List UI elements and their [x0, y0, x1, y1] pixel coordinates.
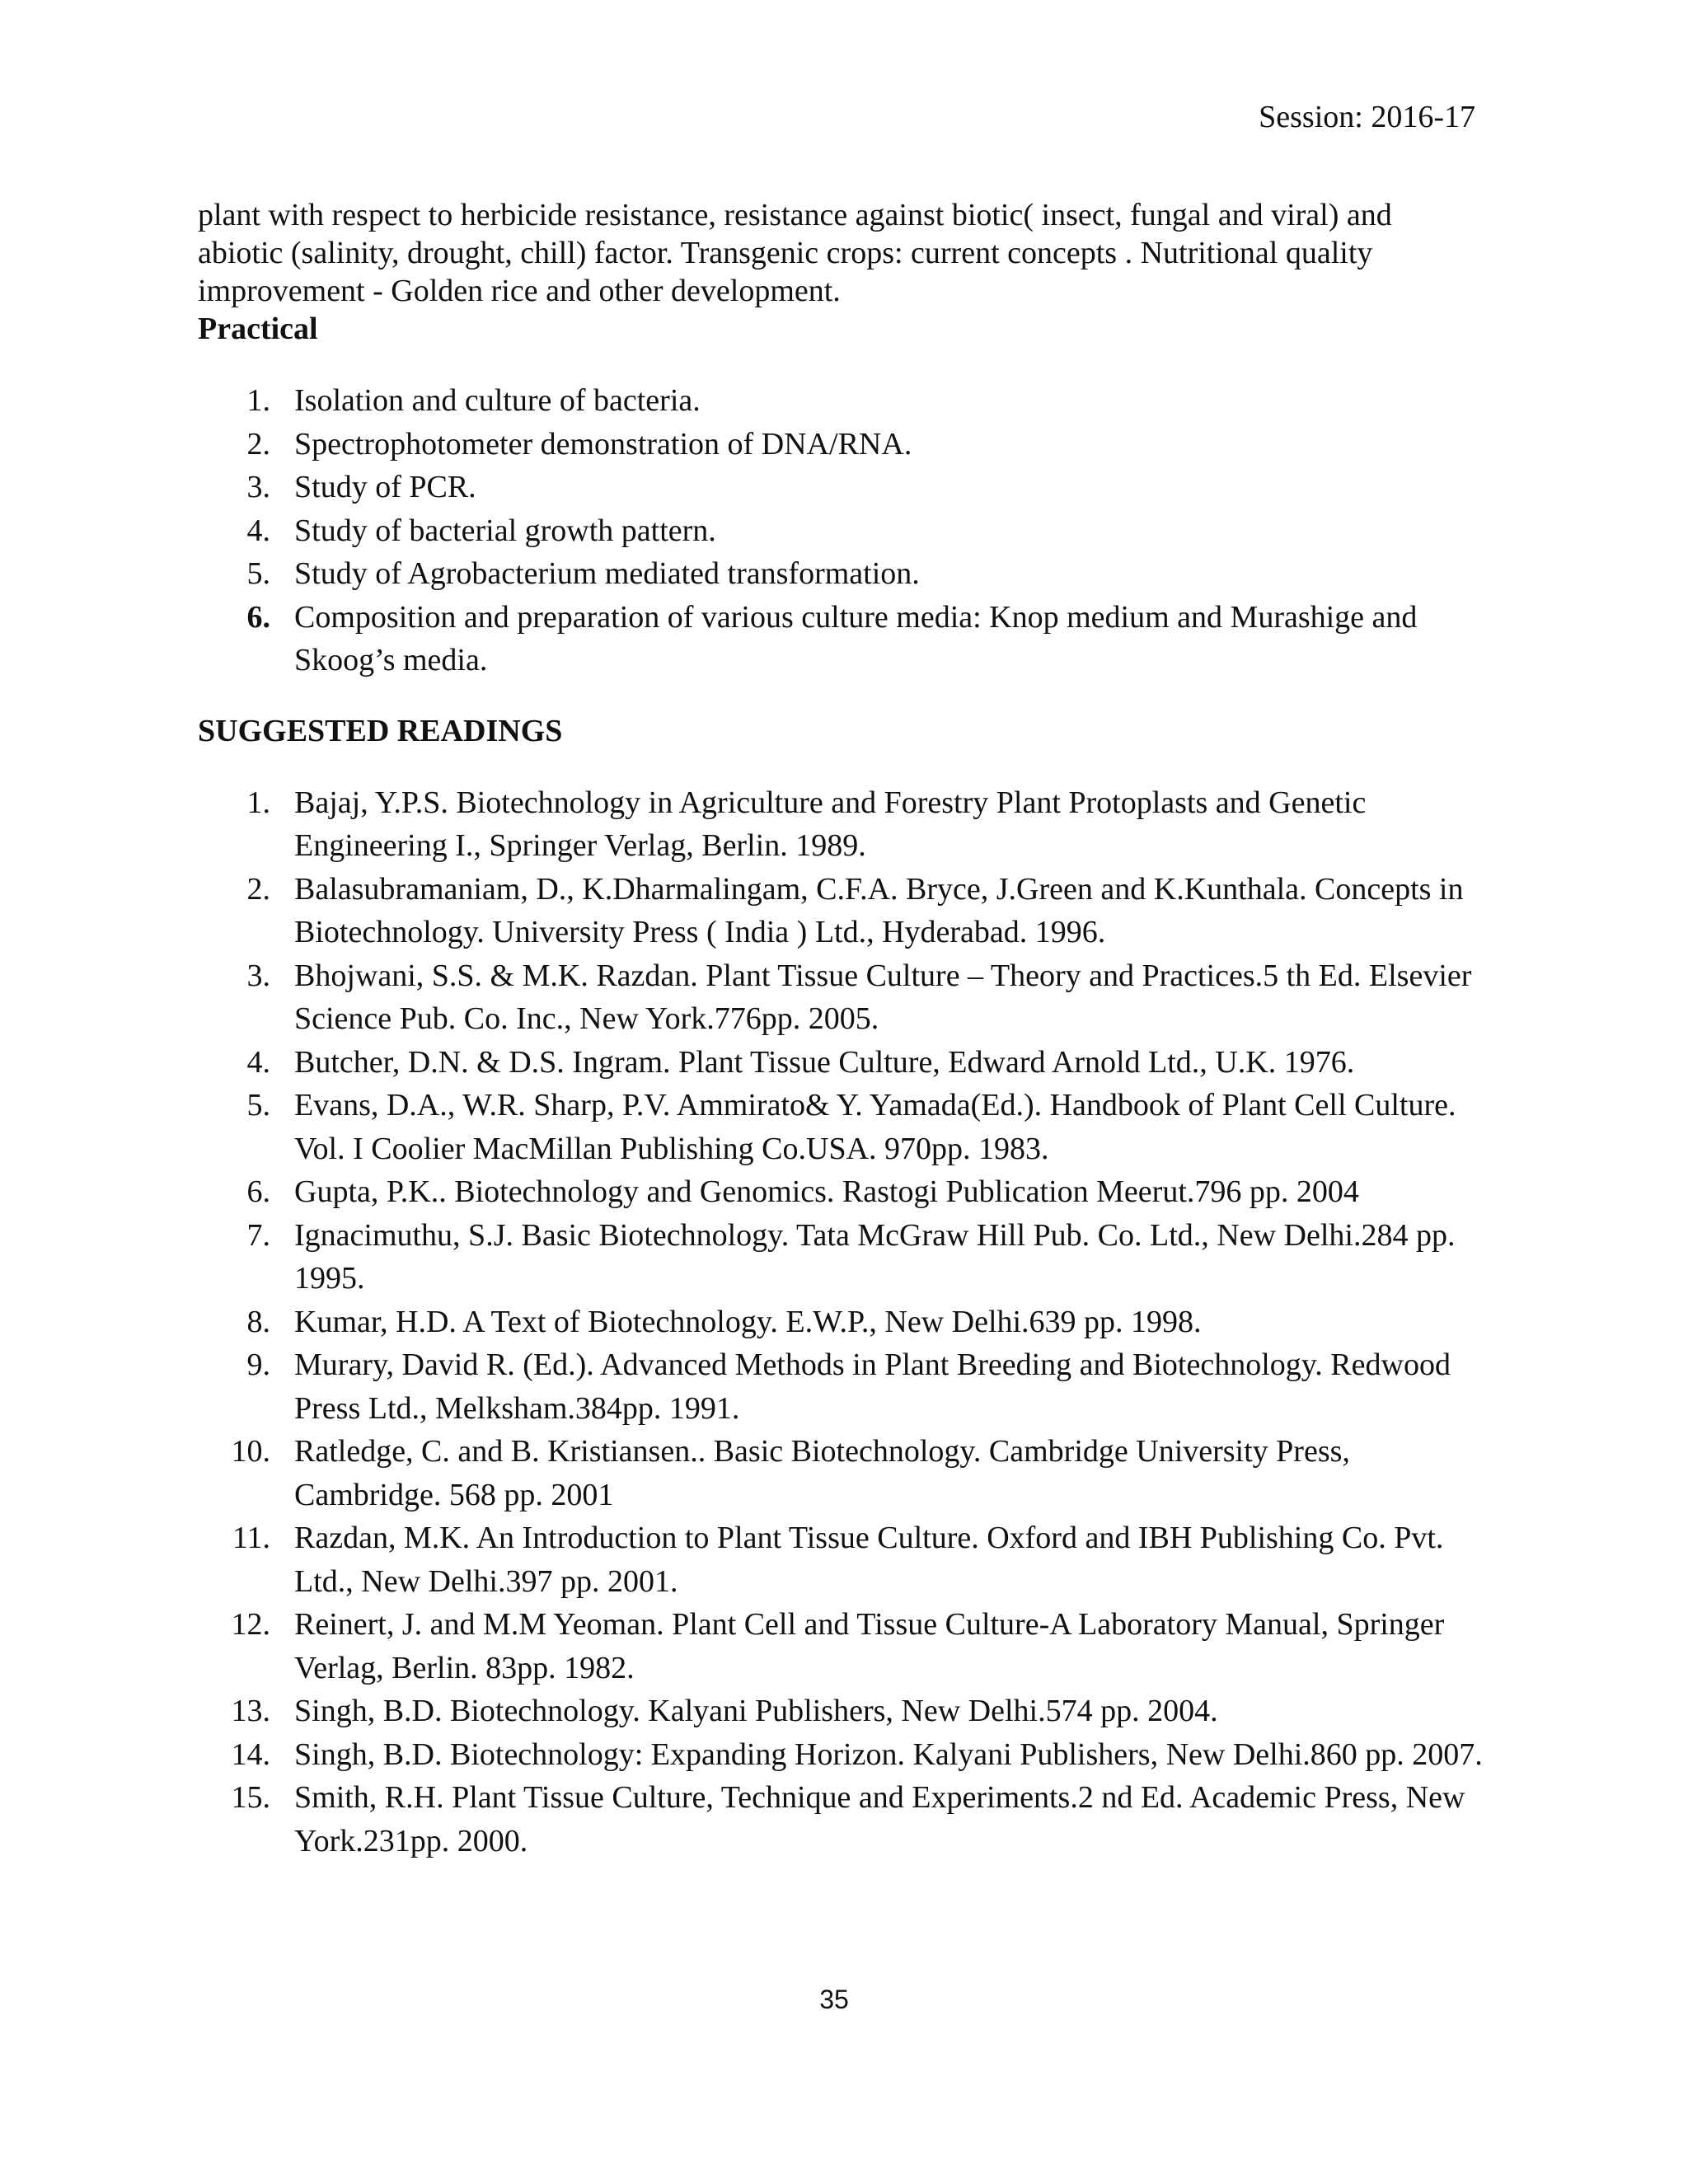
reading-item: [198, 1214, 1484, 1301]
reading-item: [198, 1041, 1484, 1085]
practical-item: [198, 552, 1484, 596]
practical-item-number: 1.: [246, 383, 270, 418]
reading-item-number: 15.: [231, 1780, 270, 1815]
reading-item: [198, 1690, 1484, 1733]
intro-paragraph: plant with respect to herbicide resistance, resistance against biotic( insect, fungal and viral) and abiotic (salinity, drought, chill) factor. Transgenic crops: current concepts . Nutritional quality improvement - Golden rice and other development.: [198, 198, 1392, 308]
reading-item: [198, 1343, 1484, 1430]
practical-item-number: 4.: [246, 513, 270, 548]
reading-item-number: 5.: [246, 1088, 270, 1122]
suggested-readings-heading: SUGGESTED READINGS: [198, 713, 563, 748]
practical-item: [198, 596, 1484, 682]
reading-item: [198, 1776, 1484, 1863]
practical-item: [198, 423, 1484, 466]
reading-item-number: 13.: [231, 1694, 270, 1728]
practical-item-number: 2.: [246, 426, 270, 462]
reading-item: [198, 868, 1484, 954]
reading-item-text: Ratledge, C. and B. Kristiansen.. Basic Biotechnology. Cambridge University Press, Cambridge. 568 pp. 2001: [294, 1434, 1350, 1512]
reading-item-text: Bhojwani, S.S. & M.K. Razdan. Plant Tissue Culture – Theory and Practices.5 th Ed. Elsevier Science Pub. Co. Inc., New York.776pp. 2005.: [294, 958, 1472, 1036]
reading-item-number: 8.: [246, 1304, 270, 1339]
readings-list: [198, 781, 1484, 1863]
reading-item-number: 11.: [232, 1521, 270, 1555]
reading-item-text: Reinert, J. and M.M Yeoman. Plant Cell and Tissue Culture-A Laboratory Manual, Springer Verlag, Berlin. 83pp. 1982.: [294, 1607, 1445, 1685]
practical-item-number: 6.: [246, 599, 270, 635]
reading-item-text: Gupta, P.K.. Biotechnology and Genomics. Rastogi Publication Meerut.796 pp. 2004: [294, 1174, 1359, 1209]
reading-item-text: Murary, David R. (Ed.). Advanced Methods in Plant Breeding and Biotechnology. Redwood Press Ltd., Melksham.384pp. 1991.: [294, 1347, 1451, 1426]
page-number: 35: [819, 1985, 849, 2014]
practical-item-text: Isolation and culture of bacteria.: [294, 383, 701, 418]
reading-item-number: 14.: [231, 1736, 270, 1772]
reading-item: [198, 1516, 1484, 1603]
reading-item-number: 12.: [231, 1607, 270, 1642]
page-content: [198, 196, 1484, 1863]
reading-item-number: 10.: [231, 1434, 270, 1469]
reading-item-number: 2.: [246, 871, 270, 907]
reading-item-text: Bajaj, Y.P.S. Biotechnology in Agriculture and Forestry Plant Protoplasts and Genetic Engineering I., Springer Verlag, Berlin. 1989.: [294, 785, 1367, 863]
practical-item-text: Composition and preparation of various culture media: Knop medium and Murashige and Skoog’s media.: [294, 599, 1418, 677]
reading-item-number: 6.: [246, 1174, 270, 1209]
reading-item-text: Singh, B.D. Biotechnology. Kalyani Publishers, New Delhi.574 pp. 2004.: [294, 1694, 1218, 1728]
practical-item: [198, 509, 1484, 553]
reading-item-text: Smith, R.H. Plant Tissue Culture, Technique and Experiments.2 nd Ed. Academic Press, New York.231pp. 2000.: [294, 1780, 1465, 1858]
reading-item: [198, 1084, 1484, 1170]
reading-item-number: 4.: [246, 1044, 270, 1080]
reading-item-number: 9.: [246, 1347, 270, 1382]
practical-heading: Practical: [198, 312, 318, 346]
reading-item: [198, 1603, 1484, 1690]
practical-item-text: Study of Agrobacterium mediated transformation.: [294, 556, 920, 591]
practical-item-number: 3.: [246, 470, 270, 504]
practical-item-text: Study of PCR.: [294, 470, 476, 504]
reading-item-text: Balasubramaniam, D., K.Dharmalingam, C.F.A. Bryce, J.Green and K.Kunthala. Concepts in Biotechnology. University Press ( India ) Ltd., Hyderabad. 1996.: [294, 871, 1464, 949]
practical-item-text: Spectrophotometer demonstration of DNA/RNA.: [294, 426, 912, 462]
session-header: Session: 2016-17: [1259, 100, 1475, 134]
reading-item-text: Evans, D.A., W.R. Sharp, P.V. Ammirato& Y. Yamada(Ed.). Handbook of Plant Cell Culture. Vol. I Coolier MacMillan Publishing Co.USA. 970pp. 1983.: [294, 1088, 1456, 1166]
practical-item-number: 5.: [246, 556, 270, 591]
practical-item: [198, 466, 1484, 509]
practical-item-text: Study of bacterial growth pattern.: [294, 513, 716, 548]
reading-item-number: 7.: [246, 1217, 270, 1253]
practical-list: [198, 379, 1484, 682]
reading-item: [198, 954, 1484, 1041]
reading-item: [198, 1733, 1484, 1777]
reading-item-text: Kumar, H.D. A Text of Biotechnology. E.W.P., New Delhi.639 pp. 1998.: [294, 1304, 1202, 1339]
reading-item-text: Razdan, M.K. An Introduction to Plant Tissue Culture. Oxford and IBH Publishing Co. Pvt. Ltd., New Delhi.397 pp. 2001.: [294, 1521, 1444, 1599]
practical-item: [198, 379, 1484, 423]
reading-item-text: Ignacimuthu, S.J. Basic Biotechnology. Tata McGraw Hill Pub. Co. Ltd., New Delhi.284 pp. 1995.: [294, 1217, 1456, 1296]
reading-item-number: 1.: [246, 785, 270, 820]
reading-item-text: Butcher, D.N. & D.S. Ingram. Plant Tissue Culture, Edward Arnold Ltd., U.K. 1976.: [294, 1044, 1355, 1080]
reading-item-text: Singh, B.D. Biotechnology: Expanding Horizon. Kalyani Publishers, New Delhi.860 pp. 2007.: [294, 1736, 1483, 1772]
reading-item: [198, 1170, 1484, 1214]
reading-item: [198, 781, 1484, 868]
reading-item-number: 3.: [246, 958, 270, 993]
reading-item: [198, 1301, 1484, 1344]
reading-item: [198, 1430, 1484, 1516]
